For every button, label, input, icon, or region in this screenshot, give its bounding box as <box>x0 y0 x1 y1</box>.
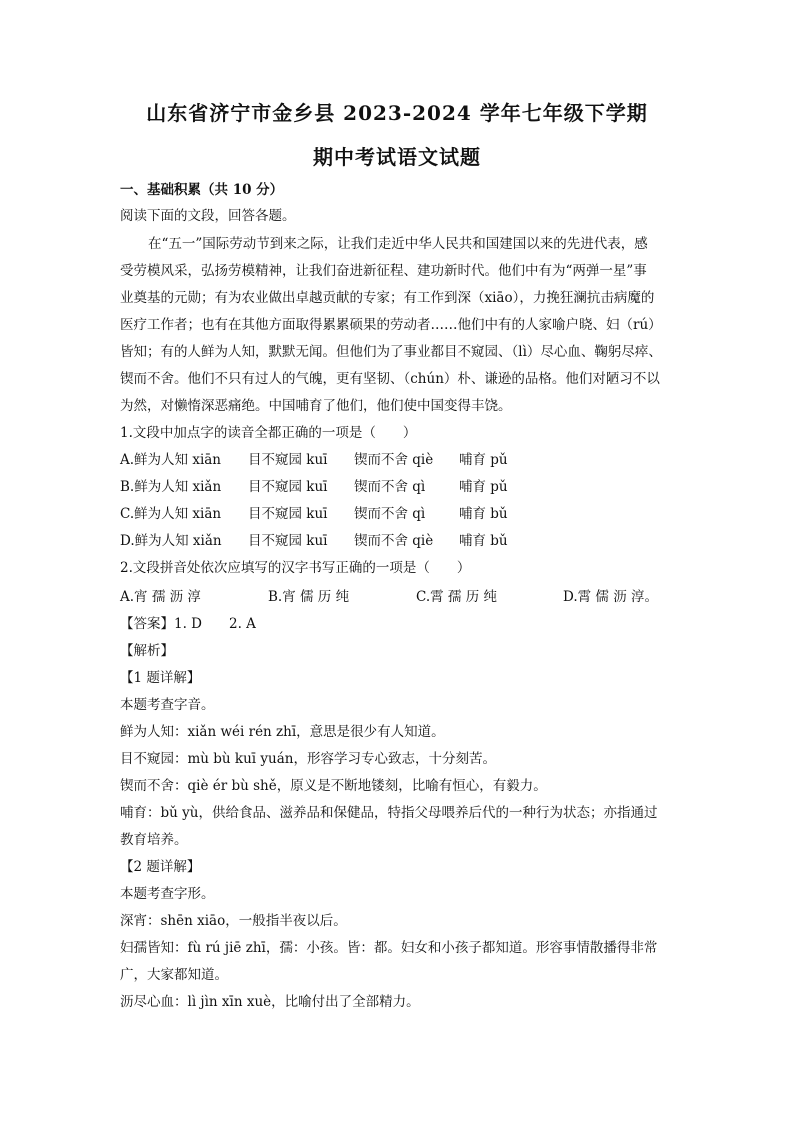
detail-1-line: 教育培养。 <box>120 832 188 848</box>
passage-line: 为然，对懒惰深恶痛绝。中国哺育了他们，他们使中国变得丰饶。 <box>120 398 512 414</box>
question-2-option-d: D.霄 儒 沥 淳。 <box>563 589 659 605</box>
detail-2-line: 深宵：shēn xiāo，一般指半夜以后。 <box>120 913 347 929</box>
detail-1-line: 目不窥园：mù bù kuī yuán，形容学习专心致志，十分刻苦。 <box>120 751 496 767</box>
detail-1-heading: 【1 题详解】 <box>120 670 201 686</box>
question-2-stem: 2.文段拼音处依次应填写的汉字书写正确的一项是（ ） <box>120 560 471 576</box>
detail-2-line: 妇孺皆知：fù rú jiē zhī，孺：小孩。皆：都。妇女和小孩子都知道。形容事情散播得非常 <box>120 940 658 956</box>
passage-line: 医疗工作者；也有在其他方面取得累累硕果的劳动者……他们中有的人家喻户晓、妇（rú） <box>120 317 662 333</box>
detail-2-heading: 【2 题详解】 <box>120 859 201 875</box>
detail-1-line: 哺育：bǔ yù，供给食品、滋养品和保健品，特指父母喂养后代的一种行为状态；亦指通过 <box>120 805 658 821</box>
detail-1-line: 锲而不舍：qiè ér bù shě，原义是不断地镂刻，比喻有恒心，有毅力。 <box>120 778 547 794</box>
document-page: 山东省济宁市金乡县 2023-2024 学年七年级下学期 期中考试语文试题 一、基础积累（共 10 分） 阅读下面的文段，回答各题。 在“五一”国际劳动节到来之际，让我们走近中华人民共和国建国以来的先进代表，感 受劳模风采，弘扬劳模精神，让我们奋进新征程、建功新时代。他们中有为“两弹一星”事 业奠基的元勋；有为农业做出卓越贡献的专家；有工作到深（xiāo），力挽狂澜抗击病魔的 医疗工作者；也有在其他方面取得累累硕果的劳动者……他们中有的人家喻户晓、妇（rú） 皆知；有的人鲜为人知，默默无闻。但他们为了事业都目不窥园、（lì）尽心血、鞠躬尽瘁、 锲而不舍。他们不只有过人的气魄，更有坚韧、（chún）朴、谦逊的品格。他们对陋习不以 为然，对懒惰深恶痛绝。中国哺育了他们，他们使中国变得丰饶。 1.文段中加点字的读音全都正确的一项是（ ） A.鲜为人知 xiān 目不窥园 kuī 锲而不舍 qiè 哺育 pǔ B.鲜为人知 xiǎn 目不窥园 kuī 锲而不舍 qì 哺育 pǔ C.鲜为人知 xiān 目不窥园 kuī 锲而不舍 qì 哺育 bǔ D.鲜为人知 xiǎn 目不窥园 kuī 锲而不舍 qiè 哺育 bǔ 2.文段拼音处依次应填写的汉字书写正确的一项是（ ） A.宵 孺 沥 淳 B.宵 儒 历 纯 C.霄 孺 历 纯 D.霄 儒 沥 淳。 【答案】1. D 2. A 【解析】 【1 题详解】 本题考查字音。 鲜为人知：xiǎn wéi rén zhī，意思是很少有人知道。 目不窥园：mù bù kuī yuán，形容学习专心致志，十分刻苦。 锲而不舍：qiè ér bù shě，原义是不断地镂刻，比喻有恒心，有毅力。 哺育：bǔ yù，供给食品、滋养品和保健品，特指父母喂养后代的一种行为状态；亦指通过 教育培养。 【2 题详解】 本题考查字形。 深宵：shēn xiāo，一般指半夜以后。 妇孺皆知：fù rú jiē zhī，孺：小孩。皆：都。妇女和小孩子都知道。形容事情散播得非常 广，大家都知道。 沥尽心血：lì jìn xīn xuè，比喻付出了全部精力。 <box>0 0 794 1123</box>
passage-line: 受劳模风采，弘扬劳模精神，让我们奋进新征程、建功新时代。他们中有为“两弹一星”事 <box>120 263 647 279</box>
doc-title-line2: 期中考试语文试题 <box>313 145 481 169</box>
passage-line: 皆知；有的人鲜为人知，默默无闻。但他们为了事业都目不窥园、（lì）尽心血、鞠躬尽瘁、 <box>120 344 662 360</box>
passage-line: 锲而不舍。他们不只有过人的气魄，更有坚韧、（chún）朴、谦逊的品格。他们对陋习不以 <box>120 371 660 387</box>
instruction: 阅读下面的文段，回答各题。 <box>120 208 296 224</box>
section-heading: 一、基础积累（共 10 分） <box>120 182 284 198</box>
question-2-option-b: B.宵 儒 历 纯 <box>268 589 350 605</box>
analysis-heading: 【解析】 <box>120 643 174 659</box>
question-2-option-c: C.霄 孺 历 纯 <box>416 589 498 605</box>
detail-2-line: 沥尽心血：lì jìn xīn xuè，比喻付出了全部精力。 <box>120 994 420 1010</box>
detail-1-line: 本题考查字音。 <box>120 697 215 713</box>
passage-line: 在“五一”国际劳动节到来之际，让我们走近中华人民共和国建国以来的先进代表，感 <box>148 236 648 252</box>
answer-line: 【答案】1. D 2. A <box>120 616 256 632</box>
question-1-stem: 1.文段中加点字的读音全都正确的一项是（ ） <box>120 425 417 441</box>
detail-1-line: 鲜为人知：xiǎn wéi rén zhī，意思是很少有人知道。 <box>120 724 445 740</box>
detail-2-line: 本题考查字形。 <box>120 886 215 902</box>
detail-2-line: 广，大家都知道。 <box>120 967 228 983</box>
doc-title-line1: 山东省济宁市金乡县 2023-2024 学年七年级下学期 <box>146 101 648 125</box>
passage-line: 业奠基的元勋；有为农业做出卓越贡献的专家；有工作到深（xiāo），力挽狂澜抗击病魔的 <box>120 290 655 306</box>
question-2-option-a: A.宵 孺 沥 淳 <box>120 589 201 605</box>
